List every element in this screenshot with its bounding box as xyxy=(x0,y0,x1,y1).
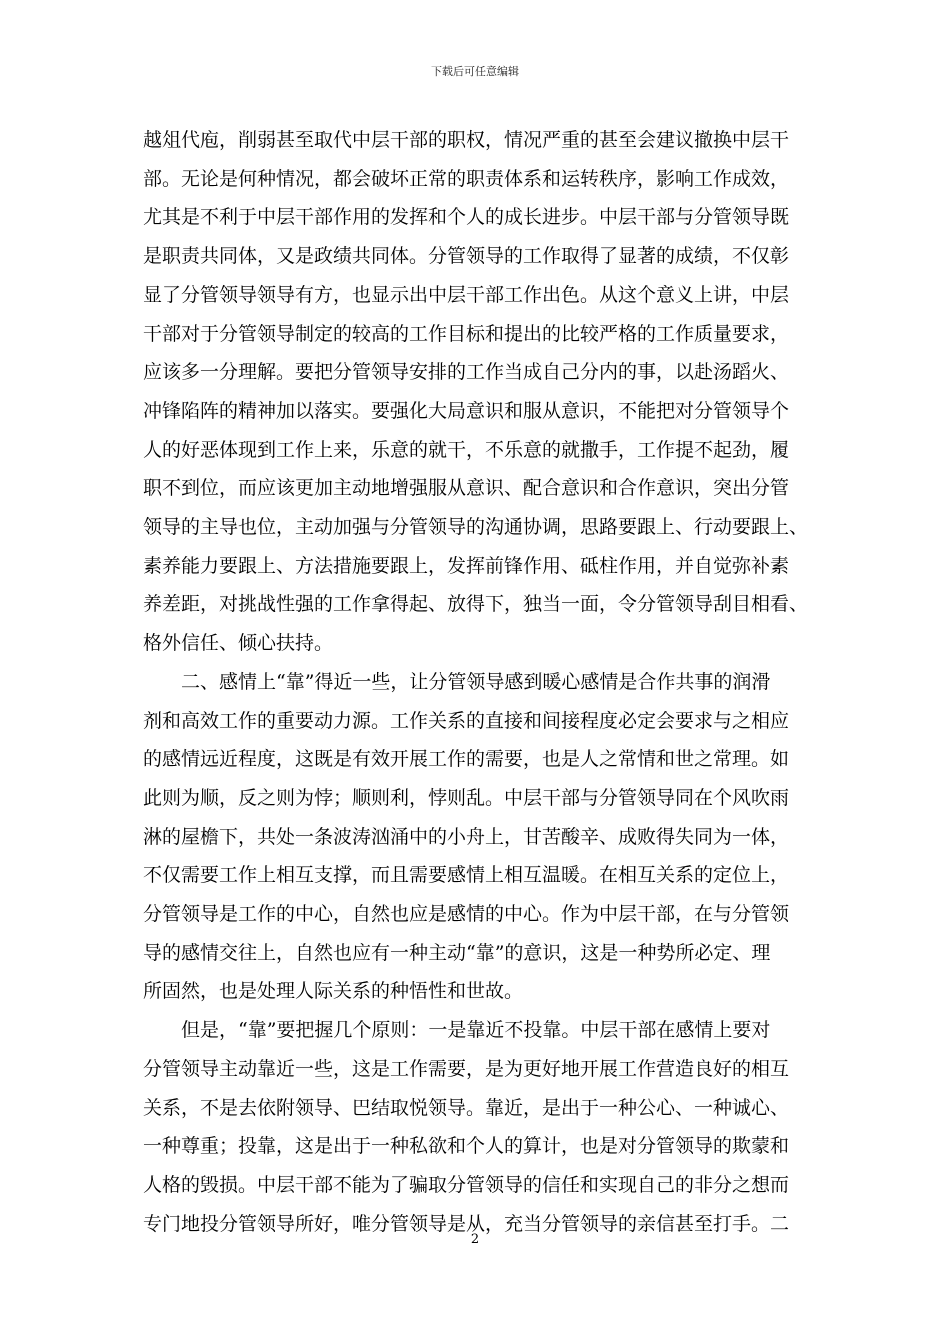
text-line: 分管领导主动靠近一些，这是工作需要，是为更好地开展工作营造良好的相互 xyxy=(143,1057,790,1080)
text-line: 但是，“靠”要把握几个原则：一是靠近不投靠。中层干部在感情上要对 xyxy=(181,1019,771,1042)
text-line: 职不到位，而应该更加主动地增强服从意识、配合意识和合作意识，突出分管 xyxy=(143,477,790,500)
text-line: 淋的屋檐下，共处一条波涛汹涌中的小舟上，甘苦酸辛、成败得失同为一体， xyxy=(143,825,790,848)
text-line: 人格的毁损。中层干部不能为了骗取分管领导的信任和实现自己的非分之想而 xyxy=(143,1173,790,1196)
text-line: 导的感情交往上，自然也应有一种主动“靠”的意识，这是一种势所必定、理 xyxy=(143,941,771,964)
text-line: 关系，不是去依附领导、巴结取悦领导。靠近，是出于一种公心、一种诚心、 xyxy=(143,1096,790,1119)
text-line: 分管领导是工作的中心，自然也应是感情的中心。作为中层干部，在与分管领 xyxy=(143,903,790,926)
text-line: 领导的主导也位，主动加强与分管领导的沟通协调，思路要跟上、行动要跟上、 xyxy=(143,516,809,539)
text-line: 一种尊重；投靠，这是出于一种私欲和个人的算计，也是对分管领导的欺蒙和 xyxy=(143,1135,790,1158)
text-line: 素养能力要跟上、方法措施要跟上，发挥前锋作用、砥柱作用，并自觉弥补素 xyxy=(143,554,790,577)
text-line: 显了分管领导领导有方，也显示出中层干部工作出色。从这个意义上讲，中层 xyxy=(143,283,790,306)
text-line: 干部对于分管领导制定的较高的工作目标和提出的比较严格的工作质量要求， xyxy=(143,322,790,345)
text-line: 所固然，也是处理人际关系的种悟性和世故。 xyxy=(143,980,524,1003)
text-line: 不仅需要工作上相互支撑，而且需要感情上相互温暖。在相互关系的定位上， xyxy=(143,864,790,887)
paragraph-1 xyxy=(143,121,823,663)
text-line: 人的好恶体现到工作上来，乐意的就干，不乐意的就撒手，工作提不起劲，履 xyxy=(143,438,790,461)
text-line: 应该多一分理解。要把分管领导安排的工作当成自己分内的事，以赴汤蹈火、 xyxy=(143,361,790,384)
text-line: 越俎代庖，削弱甚至取代中层干部的职权，情况严重的甚至会建议撤换中层干 xyxy=(143,129,790,151)
text-line: 专门地投分管领导所好，唯分管领导是从，充当分管领导的亲信甚至打手。二 xyxy=(143,1212,790,1235)
text-line: 冲锋陷阵的精神加以落实。要强化大局意识和服从意识，不能把对分管领导个 xyxy=(143,399,790,422)
page-header: 下载后可任意编辑 xyxy=(431,65,519,78)
text-line: 是职责共同体，又是政绩共同体。分管领导的工作取得了显著的成绩，不仅彰 xyxy=(143,245,790,268)
text-line: 的感情远近程度，这既是有效开展工作的需要，也是人之常情和世之常理。如 xyxy=(143,748,790,771)
page-number: 2 xyxy=(470,1232,480,1247)
text-line: 尤其是不利于中层干部作用的发挥和个人的成长进步。中层干部与分管领导既 xyxy=(143,206,790,229)
text-line: 部。无论是何种情况，都会破坏正常的职责体系和运转秩序，影响工作成效， xyxy=(143,167,790,190)
text-line: 格外信任、倾心扶持。 xyxy=(143,632,334,655)
text-line: 剂和高效工作的重要动力源。工作关系的直接和间接程度必定会要求与之相应 xyxy=(143,709,790,732)
text-line: 二、感情上“靠”得近一些，让分管领导感到暖心感情是合作共事的润滑 xyxy=(181,670,771,693)
paragraph-2 xyxy=(143,663,823,1011)
paragraph-3 xyxy=(143,1011,823,1243)
document-body xyxy=(143,121,823,1243)
text-line: 养差距，对挑战性强的工作拿得起、放得下，独当一面，令分管领导刮目相看、 xyxy=(143,593,809,616)
text-line: 此则为顺，反之则为悖；顺则利，悖则乱。中层干部与分管领导同在个风吹雨 xyxy=(143,786,790,809)
